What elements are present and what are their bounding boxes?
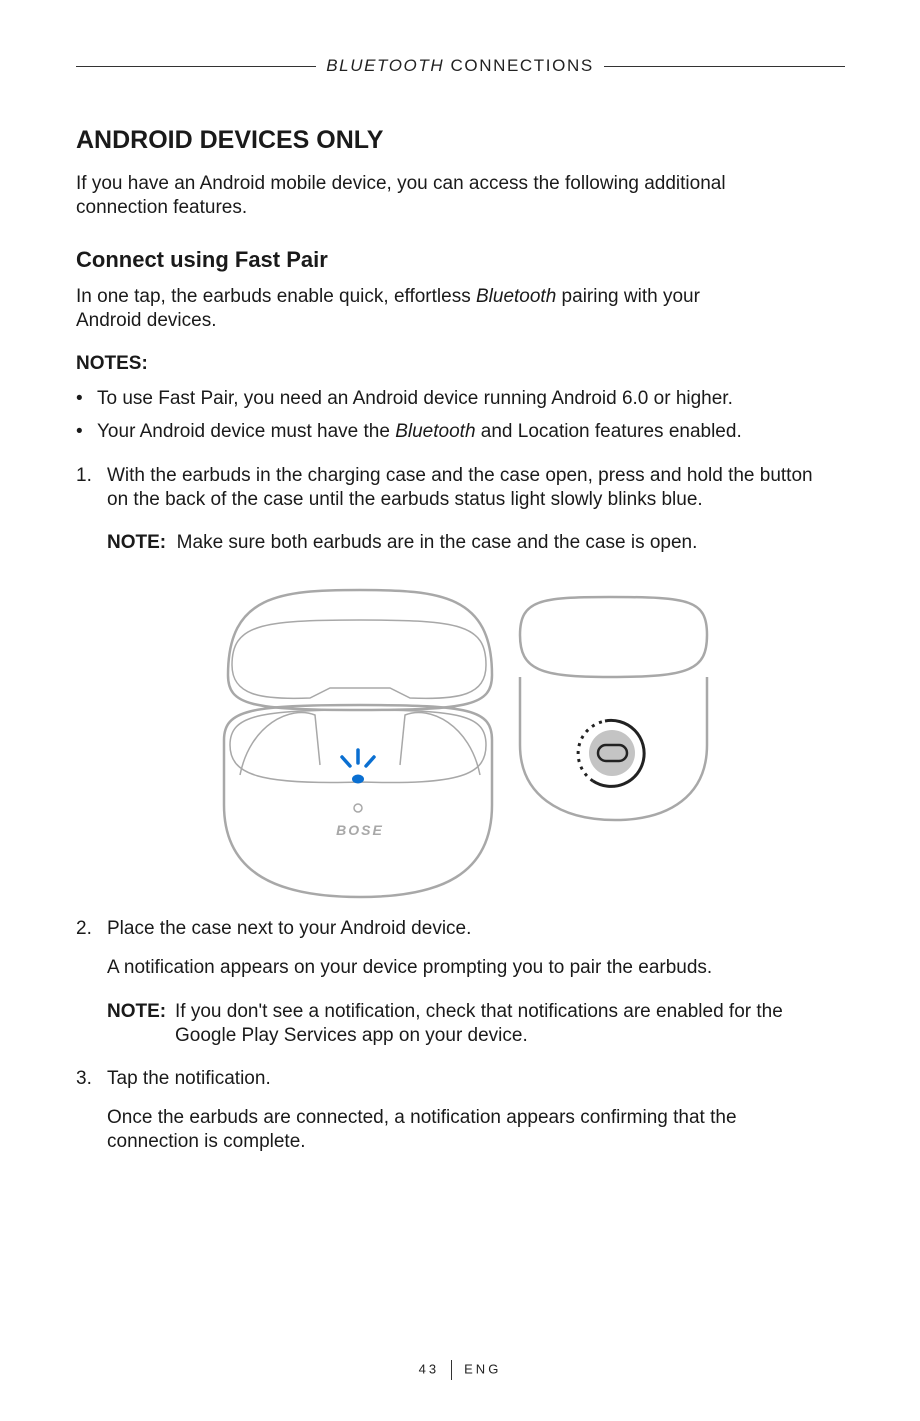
- text: and Location features enabled.: [475, 421, 742, 442]
- note-item: [97, 420, 857, 444]
- step-number: 1.: [76, 465, 92, 486]
- text-italic: Bluetooth: [475, 286, 557, 307]
- subsection-text: [76, 285, 766, 332]
- text: In one tap, the earbuds enable quick, effortless: [76, 286, 476, 307]
- note-text: Make sure both earbuds are in the case and the case is open.: [176, 532, 698, 553]
- step-number: 2.: [76, 918, 92, 939]
- text: Your Android device must have the: [97, 421, 396, 442]
- text-italic: Bluetooth: [395, 421, 476, 442]
- subsection-title: Connect using Fast Pair: [76, 247, 328, 272]
- earbuds-case-illustration: [220, 585, 720, 905]
- running-header: [0, 56, 920, 76]
- text: To use Fast Pair, you need an Android device running Android 6.0 or higher.: [97, 388, 733, 409]
- step-text: With the earbuds in the charging case and the case open, press and hold the button on the back of the case until the earbuds status light slowly blinks blue.: [107, 465, 813, 510]
- language-code: ENG: [464, 1361, 502, 1377]
- page-number: 43: [418, 1361, 440, 1377]
- bullet-icon: •: [76, 421, 83, 442]
- status-light: [352, 775, 364, 784]
- step-text-detail: A notification appears on your device prompting you to pair the earbuds.: [107, 957, 713, 978]
- step-text: Tap the notification.: [107, 1068, 271, 1089]
- step-text-detail: Once the earbuds are connected, a notification appears confirming that the connection is complete.: [107, 1107, 737, 1152]
- note-text: If you don't see a notification, check that notifications are enabled for the Google Play Services app on your device.: [175, 1001, 783, 1046]
- status-light-blink-icon: [342, 750, 374, 766]
- bose-logo: BOSE: [336, 822, 384, 838]
- note-item: [97, 387, 857, 411]
- bullet-icon: •: [76, 388, 83, 409]
- case-lid: [228, 590, 492, 710]
- text: pairing with your Android devices.: [76, 286, 700, 331]
- case-back-lid: [520, 597, 707, 677]
- step-number: 3.: [76, 1068, 92, 1089]
- page-footer: [0, 1360, 920, 1380]
- intro-text: If you have an Android mobile device, you can access the following additional connection features.: [76, 173, 726, 218]
- case-led: [354, 804, 362, 812]
- footer-divider: [451, 1360, 452, 1380]
- note-label: NOTE:: [107, 1001, 167, 1022]
- note-label: NOTE:: [107, 532, 167, 553]
- header-rest: CONNECTIONS: [444, 56, 594, 75]
- section-title: ANDROID DEVICES ONLY: [76, 126, 384, 154]
- header-italic: BLUETOOTH: [326, 56, 445, 75]
- notes-label: NOTES:: [76, 353, 148, 374]
- step-text: Place the case next to your Android device.: [107, 918, 472, 939]
- step-note: [107, 531, 847, 555]
- case-body: [224, 705, 492, 897]
